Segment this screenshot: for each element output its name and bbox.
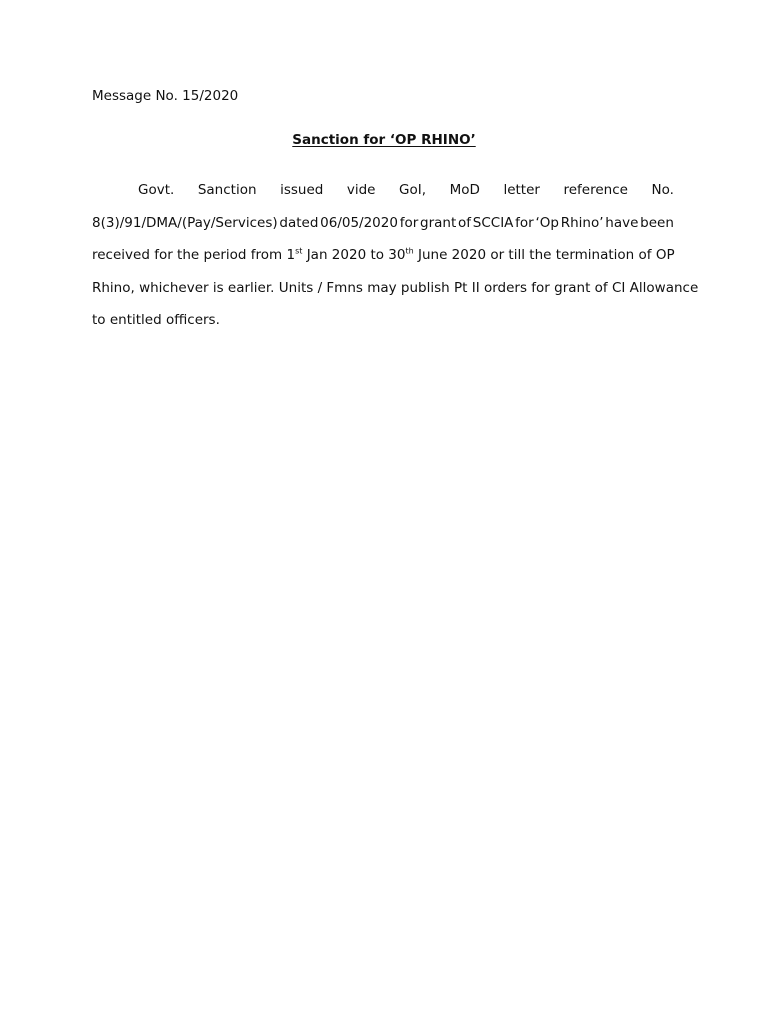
line-3-text-start: received for the period from 1 xyxy=(92,247,296,263)
body-word: ‘Op xyxy=(535,214,559,231)
body-line-3 xyxy=(92,239,674,272)
document-title-text: Sanction for ‘OP RHINO’ xyxy=(292,132,476,148)
body-word: MoD xyxy=(449,182,480,198)
body-word: Govt. xyxy=(138,182,175,198)
body-word: Sanction xyxy=(197,182,257,198)
body-word: reference xyxy=(563,182,628,198)
body-word: for xyxy=(399,214,419,231)
ordinal-suffix-th: th xyxy=(405,246,414,256)
body-line-5: to entitled officers. xyxy=(92,312,220,328)
body-word: been xyxy=(640,214,674,231)
body-word: have xyxy=(605,214,639,231)
body-word: grant xyxy=(420,214,457,231)
body-word: dated xyxy=(279,214,319,231)
body-word: for xyxy=(515,214,534,231)
body-word: No. xyxy=(651,182,674,198)
line-3-text-end: June 2020 or till the termination of OP xyxy=(413,247,675,263)
body-word: letter xyxy=(503,182,540,198)
ordinal-suffix-st: st xyxy=(295,246,303,256)
body-word: issued xyxy=(280,182,324,198)
body-line-1 xyxy=(92,174,674,207)
message-number: Message No. 15/2020 xyxy=(92,88,239,104)
body-word: of xyxy=(458,214,472,231)
document-title xyxy=(0,130,768,150)
body-line-4: Rhino, whichever is earlier. Units / Fmns may publish Pt II orders for grant of CI Allowance xyxy=(92,279,699,296)
body-line-2 xyxy=(92,207,674,240)
body-word: GoI, xyxy=(399,182,427,198)
document-body xyxy=(92,174,699,337)
body-word: vide xyxy=(346,182,376,198)
body-word: 06/05/2020 xyxy=(320,214,398,231)
body-word: 8(3)/91/DMA/(Pay/Services) xyxy=(92,214,278,231)
body-word: SCCIA xyxy=(472,214,514,231)
line-3-text-middle: Jan 2020 to 30 xyxy=(302,247,406,263)
body-word: Rhino’ xyxy=(560,214,604,231)
